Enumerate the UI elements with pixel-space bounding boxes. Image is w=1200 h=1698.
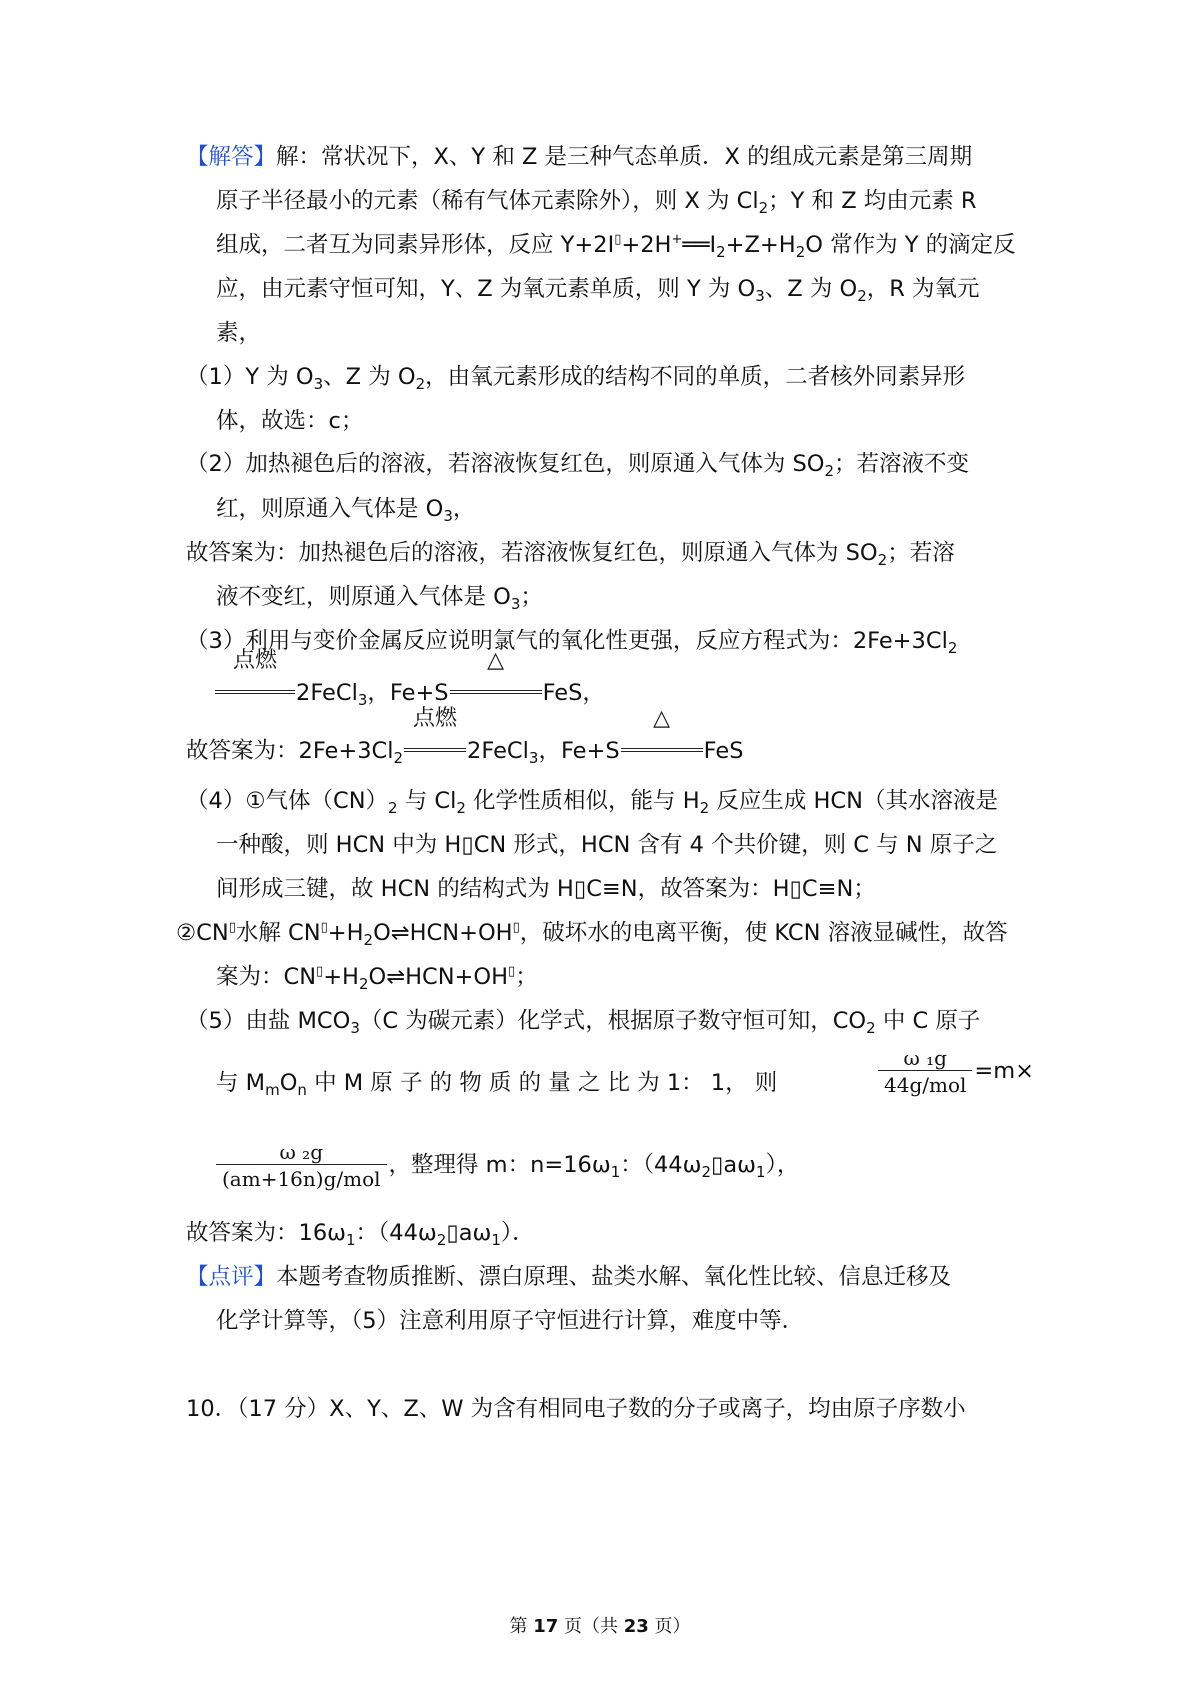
part5-answer-line: 故答案为：$16\omega_1$：$(44\omega_2▯a\omega_1)$．: [186, 1220, 535, 1249]
ignite-condition-arrow: 点燃: [215, 678, 295, 701]
part5-line-2: 与 $M_mO_n$ 中 M 原 子 的 物 质 的 量 之 比 为 1： 1， 则: [216, 1070, 778, 1099]
part4-line-1: （4）①气体$(CN)_2$ 与 $Cl_2$ 化学性质相似，能与 $H_2$ 反应生成 HCN（其水溶液是: [186, 788, 998, 817]
part2-answer-line-2: 液不变红，则原通入气体是 $O_3$；: [216, 584, 543, 613]
heat-condition-arrow: △: [621, 736, 703, 759]
part2-answer-line-1: 故答案为：加热褪色后的溶液，若溶液恢复红色，则原通入气体为 $SO_2$；若溶: [186, 540, 955, 569]
fraction-oxide-moles: $\frac{\text{ω ₂g}}{\text{(am+16n)g/mol}}$: [216, 1140, 387, 1191]
ignite-condition-arrow: 点燃: [404, 736, 466, 759]
answer-label: 【解答】: [186, 144, 277, 170]
answer-intro-text: 解：常状况下，X、Y 和 Z 是三种气态单质．X 的组成元素是第三周期: [276, 144, 973, 170]
answer-intro-line-4: 应，由元素守恒可知，Y、Z 为氧元素单质，则 Y 为 $O_3$、Z 为 $O_2$，R 为氧元: [216, 276, 980, 305]
part3-answer-line: 故答案为：$2Fe+3Cl_2$ 点燃 2FeCl$_3$，Fe+S △ FeS: [186, 705, 744, 767]
part5-line-3: $\frac{\text{ω ₂g}}{\text{(am+16n)g/mol}}$ ，整理得 m：$n=16\omega_1$：$(44\omega_2▯a\omega_1)$，: [214, 1140, 799, 1191]
part1-line-1: （1）Y 为 $O_3$、Z 为 $O_2$，由氧元素形成的结构不同的单质，二者核外同素异形: [186, 364, 966, 393]
page-footer: 第 17 页（共 23 页）: [509, 1616, 691, 1637]
part4-line-3: 间形成三键，故 HCN 的结构式为 H▯C≡N，故答案为：H▯C≡N；: [216, 876, 876, 902]
total-pages: 23: [623, 1616, 649, 1637]
part2-line-1: （2）加热褪色后的溶液，若溶液恢复红色，则原通入气体为 $SO_2$；若溶液不变: [186, 451, 970, 480]
heat-condition-arrow: △: [450, 678, 542, 701]
fraction-co2-moles: $\frac{\text{ω ₁g}}{\text{44g/mol}}$ =m×: [876, 1046, 1034, 1097]
part1-line-2: 体，故选：c；: [216, 408, 364, 434]
part3-line-1: （3）利用与变价金属反应说明氯气的氧化性更强，反应方程式为：$2Fe+3Cl_2$: [186, 628, 958, 657]
comment-line-1: 【点评】本题考查物质推断、漂白原理、盐类水解、氧化性比较、信息迁移及: [186, 1264, 952, 1290]
answer-intro-line-5: 素，: [216, 320, 262, 346]
question-10-text: 10．（17 分）X、Y、Z、W 为含有相同电子数的分子或离子，均由原子序数小: [186, 1396, 966, 1422]
part4-line-2: 一种酸，则 HCN 中为 H▯CN 形式，HCN 含有 4 个共价键，则 C 与 N 原子之: [216, 832, 998, 858]
part2-line-2: 红，则原通入气体是 $O_3$，: [216, 496, 476, 525]
comment-label: 【点评】: [186, 1264, 277, 1290]
part4-line-4: ②CN▯水解 $CN^▯+H_2O\rightleftharpoons HCN+OH^▯$，破坏水的电离平衡，使 KCN 溶液显碱性，故答: [176, 920, 1008, 949]
page-number: 17: [533, 1616, 559, 1637]
answer-intro-line-3: 组成，二者互为同素异形体，反应 $Y+2I^▯+2H^+══I_2+Z+H_2O$ 常作为 Y 的滴定反: [216, 232, 1016, 261]
comment-line-2: 化学计算等，（5）注意利用原子守恒进行计算，难度中等．: [216, 1308, 805, 1334]
answer-intro-line-1: [186, 134, 972, 181]
part5-line-1: （5）由盐 $MCO_3(C$ 为碳元素）化学式，根据原子数守恒可知，$CO_2$ 中 C 原子: [186, 1008, 981, 1037]
part3-line-2: 点燃 2FeCl$_3$，Fe+S △ FeS，: [214, 670, 605, 717]
answer-intro-line-2: 原子半径最小的元素（稀有气体元素除外），则 X 为 $Cl_2$；Y 和 Z 均由元素 R: [216, 188, 977, 217]
part4-line-5: 案为：$CN^▯+H_2O\rightleftharpoons HCN+OH^▯$；: [216, 964, 538, 993]
